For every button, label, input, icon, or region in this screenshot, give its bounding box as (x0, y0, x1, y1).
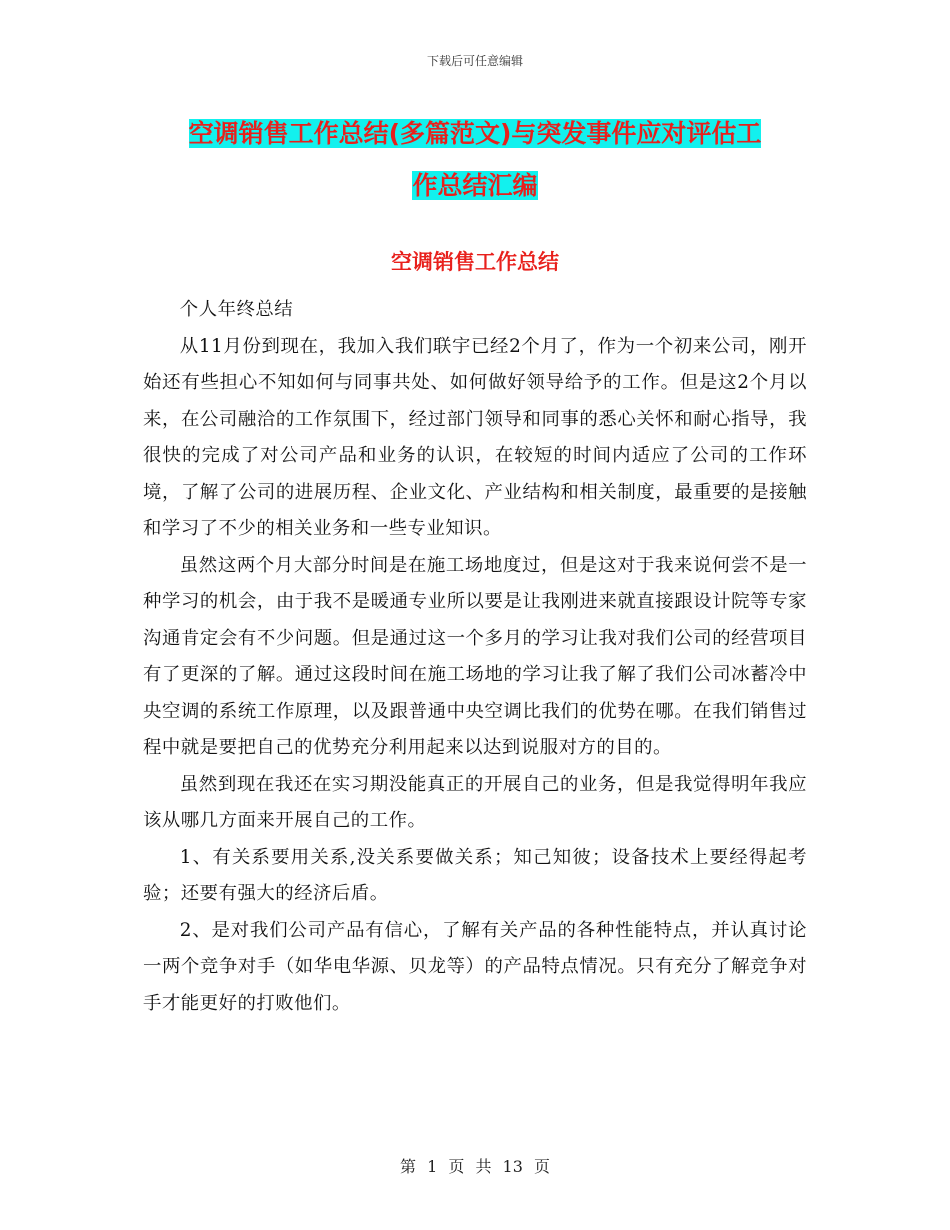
section-title: 空调销售工作总结 (391, 250, 559, 274)
document-title (130, 108, 820, 212)
header-note: 下载后可任意编辑 (426, 54, 523, 68)
page-footer: 第 1 页 共 13 页 (400, 1157, 550, 1176)
paragraph: 1、有关系要用关系,没关系要做关系；知己知彼；设备技术上要经得起考验；还要有强大的经济后盾。 (143, 846, 807, 904)
body-text (143, 292, 807, 1022)
document-title-line-2: 作总结汇编 (412, 171, 538, 200)
paragraph: 从11月份到现在，我加入我们联宇已经2个月了，作为一个初来公司，刚开始还有些担心不知如何与同事共处、如何做好领导给予的工作。但是这2个月以来，在公司融洽的工作氛围下，经过部门领导和同事的悉心关怀和耐心指导，我很快的完成了对公司产品和业务的认识，在较短的时间内适应了公司的工作环境，了解了公司的进展历程、企业文化、产业结构和相关制度，最重要的是接触和学习了不少的相关业务和一些专业知识。 (143, 335, 807, 539)
document-title-line-1: 空调销售工作总结(多篇范文)与突发事件应对评估工 (188, 119, 762, 148)
paragraph: 虽然这两个月大部分时间是在施工场地度过，但是这对于我来说何尝不是一种学习的机会，由于我不是暖通专业所以要是让我刚进来就直接跟设计院等专家沟通肯定会有不少问题。但是通过这一个多月的学习让我对我们公司的经营项目有了更深的了解。通过这段时间在施工场地的学习让我了解了我们公司冰蓄冷中央空调的系统工作原理，以及跟普通中央空调比我们的优势在哪。在我们销售过程中就是要把自己的优势充分利用起来以达到说服对方的目的。 (143, 554, 807, 758)
paragraph: 个人年终总结 (179, 299, 294, 320)
paragraph: 2、是对我们公司产品有信心，了解有关产品的各种性能特点，并认真讨论一两个竞争对手（如华电华源、贝龙等）的产品特点情况。只有充分了解竞争对手才能更好的打败他们。 (143, 919, 807, 1014)
paragraph: 虽然到现在我还在实习期没能真正的开展自己的业务，但是我觉得明年我应该从哪几方面来开展自己的工作。 (143, 773, 807, 831)
